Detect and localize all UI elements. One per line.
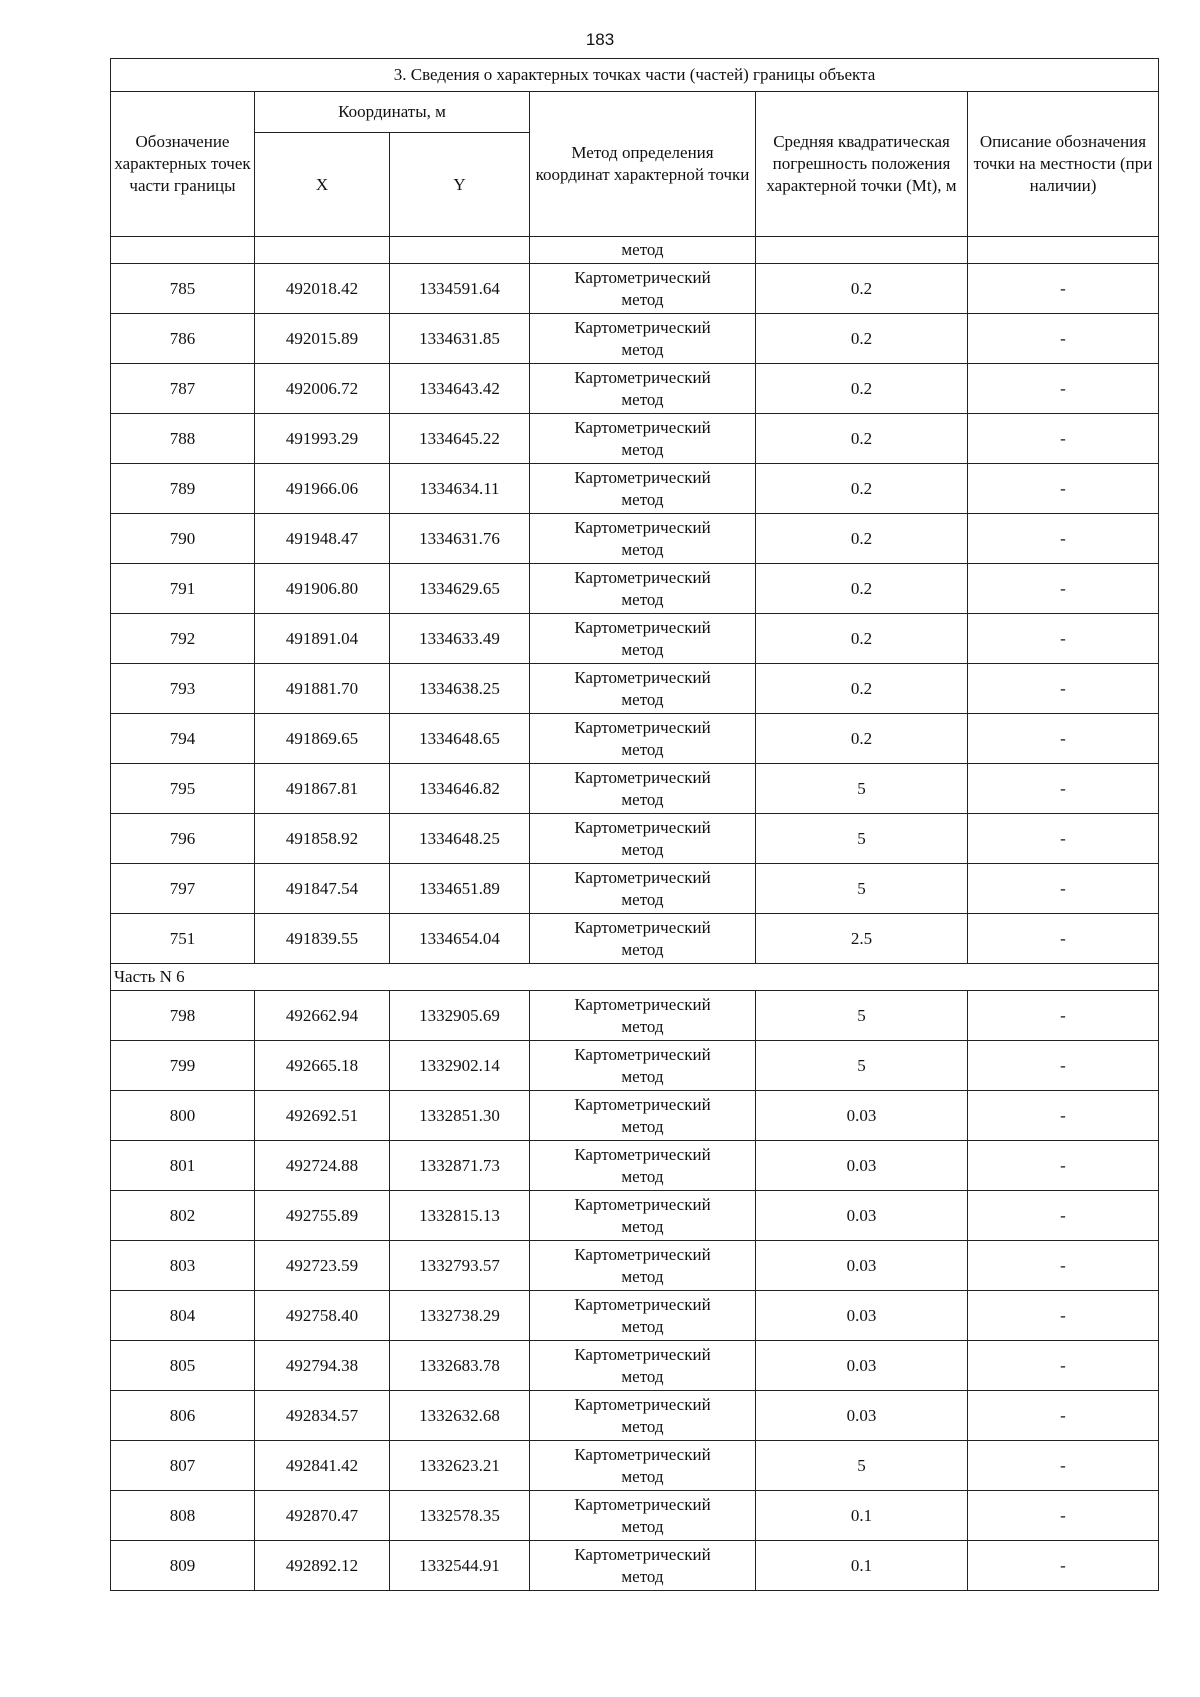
table-row <box>111 1491 1159 1541</box>
table-row <box>111 1291 1159 1341</box>
x-coordinate-cell: 492015.89 <box>255 314 390 364</box>
accuracy-cell: 0.2 <box>756 664 968 714</box>
method-line-1: Картометрический <box>574 867 711 887</box>
method-cell <box>530 864 756 914</box>
header-y: Y <box>390 133 530 237</box>
point-id-cell: 806 <box>111 1391 255 1441</box>
x-coordinate-cell: 491867.81 <box>255 764 390 814</box>
method-line-2: метод <box>621 339 664 359</box>
accuracy-cell: 0.03 <box>756 1141 968 1191</box>
method-line-1: Картометрический <box>574 267 711 287</box>
method-line-1: Картометрический <box>574 817 711 837</box>
method-line-2: метод <box>621 839 664 859</box>
x-coordinate-cell: 492755.89 <box>255 1191 390 1241</box>
point-id-cell: 804 <box>111 1291 255 1341</box>
method-cell <box>530 1191 756 1241</box>
y-coordinate-cell: 1334633.49 <box>390 614 530 664</box>
method-line-2: метод <box>621 1416 664 1436</box>
point-id-cell: 800 <box>111 1091 255 1141</box>
x-coordinate-cell: 491891.04 <box>255 614 390 664</box>
accuracy-cell: 0.2 <box>756 314 968 364</box>
x-coordinate-cell: 491869.65 <box>255 714 390 764</box>
point-id-cell: 789 <box>111 464 255 514</box>
accuracy-cell: 5 <box>756 1441 968 1491</box>
y-coordinate-cell: 1332738.29 <box>390 1291 530 1341</box>
table-row <box>111 664 1159 714</box>
y-coordinate-cell: 1334634.11 <box>390 464 530 514</box>
cell-empty <box>968 237 1159 264</box>
accuracy-cell: 5 <box>756 991 968 1041</box>
method-cell <box>530 364 756 414</box>
y-coordinate-cell: 1334646.82 <box>390 764 530 814</box>
method-line-1: Картометрический <box>574 994 711 1014</box>
x-coordinate-cell: 492794.38 <box>255 1341 390 1391</box>
x-coordinate-cell: 492870.47 <box>255 1491 390 1541</box>
description-cell: - <box>968 514 1159 564</box>
page-number: 183 <box>585 30 615 49</box>
point-id-cell: 794 <box>111 714 255 764</box>
continuation-row <box>111 237 1159 264</box>
cell-empty <box>255 237 390 264</box>
method-line-1: Картометрический <box>574 1544 711 1564</box>
x-coordinate-cell: 491881.70 <box>255 664 390 714</box>
method-cell <box>530 1041 756 1091</box>
point-id-cell: 799 <box>111 1041 255 1091</box>
header-point-designation: Обозначение характерных точек части границы <box>111 92 255 237</box>
method-cell <box>530 264 756 314</box>
table-row <box>111 364 1159 414</box>
y-coordinate-cell: 1332815.13 <box>390 1191 530 1241</box>
header-accuracy: Средняя квадратическая погрешность положения характерной точки (Mt), м <box>756 92 968 237</box>
accuracy-cell: 0.03 <box>756 1391 968 1441</box>
method-line-2: метод <box>621 1516 664 1536</box>
method-line-2: метод <box>621 589 664 609</box>
x-coordinate-cell: 491858.92 <box>255 814 390 864</box>
description-cell: - <box>968 1541 1159 1591</box>
x-coordinate-cell: 491847.54 <box>255 864 390 914</box>
y-coordinate-cell: 1334654.04 <box>390 914 530 964</box>
accuracy-cell: 0.2 <box>756 364 968 414</box>
y-coordinate-cell: 1332905.69 <box>390 991 530 1041</box>
method-cell <box>530 814 756 864</box>
method-line-1: Картометрический <box>574 717 711 737</box>
x-coordinate-cell: 492841.42 <box>255 1441 390 1491</box>
method-line-2: метод <box>621 1066 664 1086</box>
table-row <box>111 1041 1159 1091</box>
point-id-cell: 788 <box>111 414 255 464</box>
method-line-1: Картометрический <box>574 1294 711 1314</box>
table-row <box>111 814 1159 864</box>
method-line-1: Картометрический <box>574 567 711 587</box>
accuracy-cell: 5 <box>756 764 968 814</box>
y-coordinate-cell: 1332632.68 <box>390 1391 530 1441</box>
description-cell: - <box>968 864 1159 914</box>
method-line-1: Картометрический <box>574 1494 711 1514</box>
method-line-2: метод <box>621 1316 664 1336</box>
method-line-2: метод <box>621 1216 664 1236</box>
method-line-2: метод <box>621 439 664 459</box>
point-id-cell: 795 <box>111 764 255 814</box>
description-cell: - <box>968 814 1159 864</box>
description-cell: - <box>968 1091 1159 1141</box>
method-line-1: Картометрический <box>574 617 711 637</box>
y-coordinate-cell: 1334591.64 <box>390 264 530 314</box>
description-cell: - <box>968 464 1159 514</box>
table-row <box>111 1341 1159 1391</box>
boundary-points-table <box>110 58 1159 1591</box>
y-coordinate-cell: 1334629.65 <box>390 564 530 614</box>
table-title-row <box>111 59 1159 92</box>
point-id-cell: 808 <box>111 1491 255 1541</box>
method-line-2: метод <box>621 1166 664 1186</box>
accuracy-cell: 0.2 <box>756 564 968 614</box>
method-line-1: Картометрический <box>574 1044 711 1064</box>
accuracy-cell: 0.2 <box>756 414 968 464</box>
header-method: Метод определения координат характерной точки <box>530 92 756 237</box>
table-row <box>111 614 1159 664</box>
description-cell: - <box>968 1491 1159 1541</box>
method-cell <box>530 991 756 1041</box>
description-cell: - <box>968 714 1159 764</box>
table-row <box>111 1391 1159 1441</box>
table-row <box>111 314 1159 364</box>
accuracy-cell: 0.03 <box>756 1241 968 1291</box>
x-coordinate-cell: 492723.59 <box>255 1241 390 1291</box>
x-coordinate-cell: 492724.88 <box>255 1141 390 1191</box>
point-id-cell: 792 <box>111 614 255 664</box>
cell-empty <box>111 237 255 264</box>
y-coordinate-cell: 1334643.42 <box>390 364 530 414</box>
table-title: 3. Сведения о характерных точках части (частей) границы объекта <box>111 59 1159 92</box>
point-id-cell: 790 <box>111 514 255 564</box>
accuracy-cell: 0.2 <box>756 614 968 664</box>
point-id-cell: 791 <box>111 564 255 614</box>
accuracy-cell: 5 <box>756 814 968 864</box>
method-line-1: Картометрический <box>574 767 711 787</box>
accuracy-cell: 2.5 <box>756 914 968 964</box>
description-cell: - <box>968 264 1159 314</box>
header-coordinates: Координаты, м <box>255 92 530 133</box>
x-coordinate-cell: 492692.51 <box>255 1091 390 1141</box>
y-coordinate-cell: 1334631.85 <box>390 314 530 364</box>
description-cell: - <box>968 1291 1159 1341</box>
method-line-1: Картометрический <box>574 1344 711 1364</box>
method-cell <box>530 464 756 514</box>
method-cell <box>530 1491 756 1541</box>
point-id-cell: 797 <box>111 864 255 914</box>
method-line-2: метод <box>621 1566 664 1586</box>
y-coordinate-cell: 1332902.14 <box>390 1041 530 1091</box>
method-line-2: метод <box>621 789 664 809</box>
method-cell <box>530 764 756 814</box>
method-cell <box>530 1241 756 1291</box>
method-cell <box>530 314 756 364</box>
description-cell: - <box>968 314 1159 364</box>
method-cell <box>530 564 756 614</box>
accuracy-cell: 0.1 <box>756 1541 968 1591</box>
accuracy-cell: 5 <box>756 864 968 914</box>
table-row <box>111 1241 1159 1291</box>
method-line-2: метод <box>621 689 664 709</box>
method-line-2: метод <box>621 739 664 759</box>
method-cell <box>530 1341 756 1391</box>
method-cell <box>530 1391 756 1441</box>
method-line-1: Картометрический <box>574 1394 711 1414</box>
point-id-cell: 802 <box>111 1191 255 1241</box>
description-cell: - <box>968 991 1159 1041</box>
method-line-1: Картометрический <box>574 417 711 437</box>
accuracy-cell: 0.2 <box>756 714 968 764</box>
point-id-cell: 809 <box>111 1541 255 1591</box>
table-row <box>111 764 1159 814</box>
header-x: X <box>255 133 390 237</box>
table-row <box>111 464 1159 514</box>
x-coordinate-cell: 492018.42 <box>255 264 390 314</box>
method-line-2: метод <box>621 1366 664 1386</box>
method-line-2: метод <box>621 889 664 909</box>
method-line-1: Картометрический <box>574 917 711 937</box>
header-description: Описание обозначения точки на местности (при наличии) <box>968 92 1159 237</box>
method-cell <box>530 714 756 764</box>
header-row-1 <box>111 92 1159 133</box>
description-cell: - <box>968 1191 1159 1241</box>
y-coordinate-cell: 1332793.57 <box>390 1241 530 1291</box>
method-line-2: метод <box>621 1016 664 1036</box>
x-coordinate-cell: 492834.57 <box>255 1391 390 1441</box>
x-coordinate-cell: 491948.47 <box>255 514 390 564</box>
description-cell: - <box>968 614 1159 664</box>
method-line-1: Картометрический <box>574 1144 711 1164</box>
point-id-cell: 798 <box>111 991 255 1041</box>
method-cell <box>530 1091 756 1141</box>
accuracy-cell: 0.1 <box>756 1491 968 1541</box>
table-row <box>111 514 1159 564</box>
method-line-1: Картометрический <box>574 467 711 487</box>
method-line-1: Картометрический <box>574 517 711 537</box>
method-line-2: метод <box>621 1466 664 1486</box>
y-coordinate-cell: 1332683.78 <box>390 1341 530 1391</box>
accuracy-cell: 0.03 <box>756 1341 968 1391</box>
point-id-cell: 751 <box>111 914 255 964</box>
y-coordinate-cell: 1332578.35 <box>390 1491 530 1541</box>
continuation-method-text: метод <box>530 237 756 264</box>
table-row <box>111 564 1159 614</box>
description-cell: - <box>968 564 1159 614</box>
x-coordinate-cell: 491966.06 <box>255 464 390 514</box>
point-id-cell: 787 <box>111 364 255 414</box>
method-cell <box>530 664 756 714</box>
table-row <box>111 1441 1159 1491</box>
y-coordinate-cell: 1332851.30 <box>390 1091 530 1141</box>
point-id-cell: 805 <box>111 1341 255 1391</box>
method-line-1: Картометрический <box>574 1244 711 1264</box>
method-line-1: Картометрический <box>574 1094 711 1114</box>
point-id-cell: 786 <box>111 314 255 364</box>
method-cell <box>530 1441 756 1491</box>
accuracy-cell: 0.2 <box>756 514 968 564</box>
point-id-cell: 796 <box>111 814 255 864</box>
y-coordinate-cell: 1334638.25 <box>390 664 530 714</box>
y-coordinate-cell: 1332623.21 <box>390 1441 530 1491</box>
method-line-1: Картометрический <box>574 667 711 687</box>
method-cell <box>530 1141 756 1191</box>
description-cell: - <box>968 1041 1159 1091</box>
x-coordinate-cell: 491839.55 <box>255 914 390 964</box>
accuracy-cell: 0.03 <box>756 1291 968 1341</box>
table-row <box>111 914 1159 964</box>
method-cell <box>530 514 756 564</box>
method-line-2: метод <box>621 489 664 509</box>
table-row <box>111 1191 1159 1241</box>
method-cell <box>530 1541 756 1591</box>
method-line-2: метод <box>621 939 664 959</box>
x-coordinate-cell: 492892.12 <box>255 1541 390 1591</box>
point-id-cell: 785 <box>111 264 255 314</box>
x-coordinate-cell: 491993.29 <box>255 414 390 464</box>
y-coordinate-cell: 1334631.76 <box>390 514 530 564</box>
description-cell: - <box>968 764 1159 814</box>
x-coordinate-cell: 492665.18 <box>255 1041 390 1091</box>
description-cell: - <box>968 1391 1159 1441</box>
cell-empty <box>390 237 530 264</box>
y-coordinate-cell: 1334645.22 <box>390 414 530 464</box>
cell-empty <box>756 237 968 264</box>
section-label: Часть N 6 <box>111 964 1159 991</box>
y-coordinate-cell: 1334648.25 <box>390 814 530 864</box>
method-line-1: Картометрический <box>574 1444 711 1464</box>
method-line-2: метод <box>621 1266 664 1286</box>
table-row <box>111 991 1159 1041</box>
table-row <box>111 1091 1159 1141</box>
method-line-2: метод <box>621 389 664 409</box>
y-coordinate-cell: 1332544.91 <box>390 1541 530 1591</box>
method-cell <box>530 414 756 464</box>
description-cell: - <box>968 364 1159 414</box>
y-coordinate-cell: 1334651.89 <box>390 864 530 914</box>
method-cell <box>530 914 756 964</box>
point-id-cell: 801 <box>111 1141 255 1191</box>
method-line-1: Картометрический <box>574 317 711 337</box>
description-cell: - <box>968 664 1159 714</box>
x-coordinate-cell: 492758.40 <box>255 1291 390 1341</box>
description-cell: - <box>968 914 1159 964</box>
y-coordinate-cell: 1332871.73 <box>390 1141 530 1191</box>
y-coordinate-cell: 1334648.65 <box>390 714 530 764</box>
accuracy-cell: 5 <box>756 1041 968 1091</box>
method-line-2: метод <box>621 539 664 559</box>
accuracy-cell: 0.2 <box>756 464 968 514</box>
method-line-1: Картометрический <box>574 367 711 387</box>
table-row <box>111 1141 1159 1191</box>
table-row <box>111 1541 1159 1591</box>
method-line-2: метод <box>621 1116 664 1136</box>
table-row <box>111 714 1159 764</box>
method-cell <box>530 614 756 664</box>
method-line-2: метод <box>621 289 664 309</box>
method-line-2: метод <box>621 639 664 659</box>
point-id-cell: 803 <box>111 1241 255 1291</box>
method-line-1: Картометрический <box>574 1194 711 1214</box>
x-coordinate-cell: 492662.94 <box>255 991 390 1041</box>
description-cell: - <box>968 1141 1159 1191</box>
accuracy-cell: 0.03 <box>756 1091 968 1141</box>
method-cell <box>530 1291 756 1341</box>
description-cell: - <box>968 1441 1159 1491</box>
section-row <box>111 964 1159 991</box>
description-cell: - <box>968 1241 1159 1291</box>
description-cell: - <box>968 414 1159 464</box>
point-id-cell: 793 <box>111 664 255 714</box>
table-row <box>111 414 1159 464</box>
accuracy-cell: 0.2 <box>756 264 968 314</box>
accuracy-cell: 0.03 <box>756 1191 968 1241</box>
table-row <box>111 264 1159 314</box>
x-coordinate-cell: 492006.72 <box>255 364 390 414</box>
point-id-cell: 807 <box>111 1441 255 1491</box>
description-cell: - <box>968 1341 1159 1391</box>
x-coordinate-cell: 491906.80 <box>255 564 390 614</box>
table-row <box>111 864 1159 914</box>
